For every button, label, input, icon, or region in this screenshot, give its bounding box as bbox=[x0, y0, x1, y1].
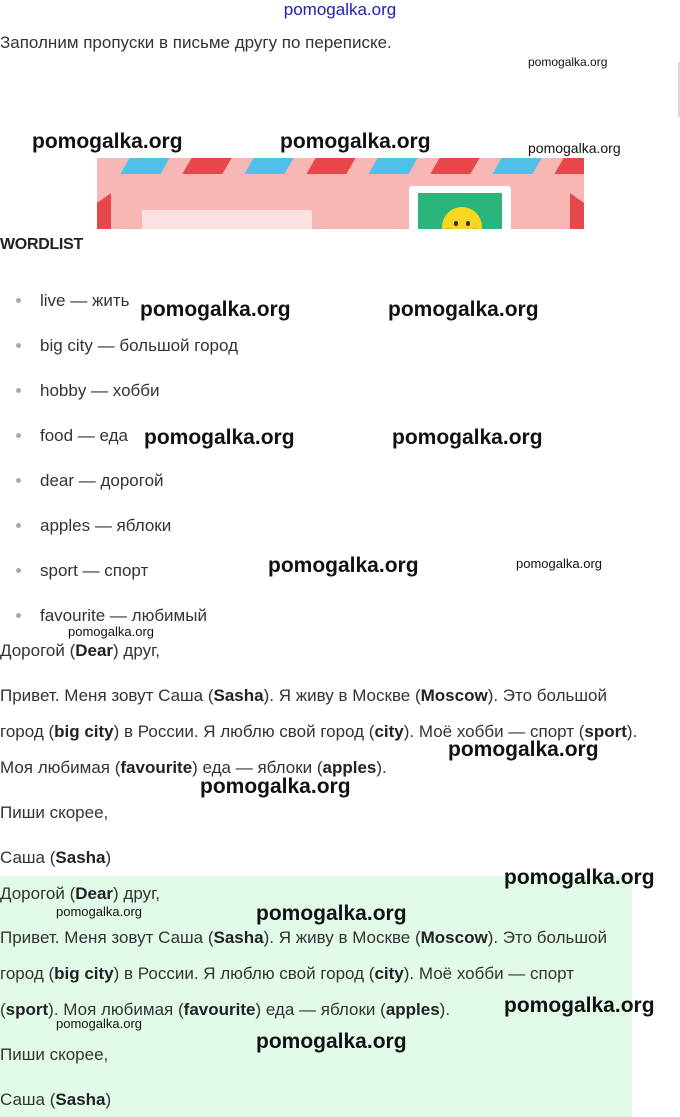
watermark: pomogalka.org bbox=[140, 298, 291, 321]
list-item: favourite — любимый bbox=[16, 606, 207, 626]
letter-line: город (big city) в России. Я люблю свой город (city). Моё хобби — спорт (sport). bbox=[0, 722, 638, 741]
bullet-icon bbox=[16, 343, 21, 348]
list-item: sport — спорт bbox=[16, 561, 148, 581]
bullet-icon bbox=[16, 298, 21, 303]
letter-paper bbox=[142, 210, 312, 229]
bullet-icon bbox=[16, 433, 21, 438]
watermark: pomogalka.org bbox=[32, 130, 183, 153]
answer-line: (sport). Моя любимая (favourite) еда — яблоки (apples). bbox=[0, 1000, 451, 1019]
watermark: pomogalka.org bbox=[256, 902, 407, 925]
letter-line: Привет. Меня зовут Саша (Sasha). Я живу в Москве (Moscow). Это большой bbox=[0, 686, 607, 705]
letter-line: Саша (Sasha) bbox=[0, 848, 112, 867]
smiley-icon bbox=[442, 207, 482, 229]
answer-line: город (big city) в России. Я люблю свой город (city). Моё хобби — спорт bbox=[0, 964, 575, 983]
letter-line: Пиши скорее, bbox=[0, 803, 109, 822]
answer-line: Привет. Меня зовут Саша (Sasha). Я живу в Москве (Moscow). Это большой bbox=[0, 928, 607, 947]
watermark: pomogalka.org bbox=[268, 554, 419, 577]
watermark: pomogalka.org bbox=[528, 140, 621, 156]
list-item: hobby — хобби bbox=[16, 381, 160, 401]
list-item: apples — яблоки bbox=[16, 516, 171, 536]
bullet-icon bbox=[16, 478, 21, 483]
envelope-illustration bbox=[97, 158, 584, 229]
bullet-icon bbox=[16, 568, 21, 573]
letter-line: Дорогой (Dear) друг, bbox=[0, 641, 160, 660]
letter-line: Моя любимая (favourite) еда — яблоки (apples). bbox=[0, 758, 387, 777]
watermark: pomogalka.org bbox=[516, 556, 602, 571]
watermark: pomogalka.org bbox=[448, 738, 599, 761]
watermark: pomogalka.org bbox=[68, 624, 154, 639]
watermark: pomogalka.org bbox=[280, 130, 431, 153]
watermark: pomogalka.org bbox=[504, 994, 655, 1017]
answer-line: Саша (Sasha) bbox=[0, 1090, 112, 1109]
list-item: dear — дорогой bbox=[16, 471, 164, 491]
wordlist-title: WORDLIST bbox=[0, 236, 83, 253]
watermark: pomogalka.org bbox=[144, 426, 295, 449]
watermark: pomogalka.org bbox=[504, 866, 655, 889]
watermark: pomogalka.org bbox=[56, 1016, 142, 1031]
watermark: pomogalka.org bbox=[388, 298, 539, 321]
list-item: food — еда bbox=[16, 426, 128, 446]
answer-line: Дорогой (Dear) друг, bbox=[0, 884, 160, 903]
bullet-icon bbox=[16, 523, 21, 528]
list-item: live — жить bbox=[16, 291, 129, 311]
site-link[interactable]: pomogalka.org bbox=[283, 0, 397, 19]
answer-line: Пиши скорее, bbox=[0, 1045, 109, 1064]
watermark: pomogalka.org bbox=[56, 904, 142, 919]
watermark: pomogalka.org bbox=[392, 426, 543, 449]
watermark: pomogalka.org bbox=[528, 55, 608, 69]
bullet-icon bbox=[16, 613, 21, 618]
list-item: big city — большой город bbox=[16, 336, 238, 356]
bullet-icon bbox=[16, 388, 21, 393]
stamp bbox=[409, 186, 511, 229]
watermark: pomogalka.org bbox=[256, 1030, 407, 1053]
intro-text: Заполним пропуски в письме другу по переписке. bbox=[0, 33, 392, 52]
watermark: pomogalka.org bbox=[200, 775, 351, 798]
